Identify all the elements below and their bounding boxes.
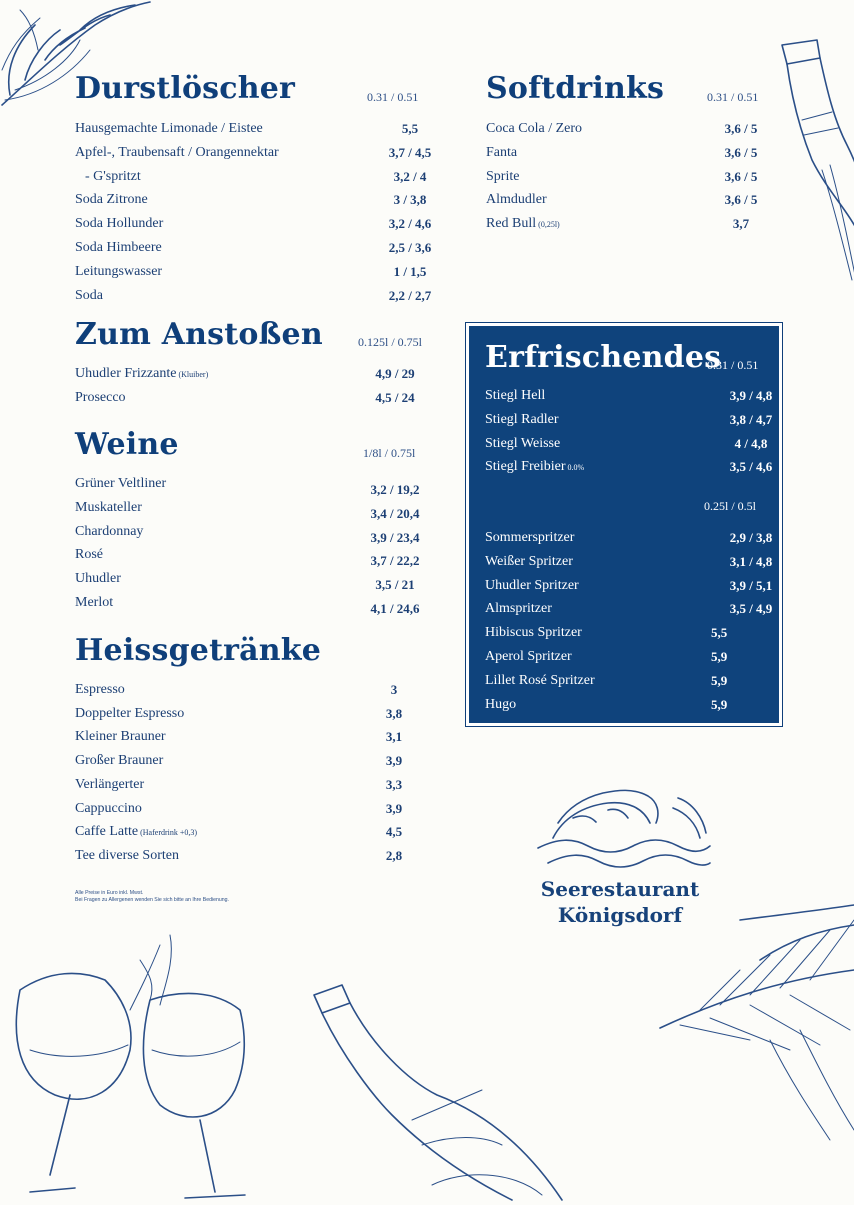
menu-item-row <box>485 578 791 596</box>
footer-line-allergens: Bei Fragen zu Allergenen wenden Sie sich bitte an Ihre Bedienung. <box>75 897 229 903</box>
menu-item-row <box>75 145 450 163</box>
menu-item-name: Prosecco <box>75 390 126 405</box>
size-header-erfrischendes: 0.31 / 0.51 <box>707 358 759 372</box>
menu-item-name: Chardonnay <box>75 523 144 539</box>
menu-item-row <box>75 288 450 306</box>
menu-item-row <box>75 801 424 819</box>
menu-item-name: Rosé <box>75 547 103 563</box>
menu-item-row <box>75 571 440 593</box>
menu-item-name: Cappuccino <box>75 800 142 816</box>
menu-item-row <box>75 264 450 282</box>
rosemary-illustration <box>660 900 854 1150</box>
menu-item-row <box>485 388 791 406</box>
menu-item-name: Merlot <box>75 595 114 610</box>
menu-item-price: 5,9 <box>711 649 728 664</box>
wine-glasses-illustration <box>0 930 260 1200</box>
menu-item-name: Soda Hollunder <box>75 216 164 232</box>
menu-item-row <box>75 595 440 616</box>
menu-item-row <box>485 412 791 430</box>
section-title-heissgetraenke: Heissgetränke <box>75 633 322 668</box>
menu-item-price: 3,7 / 4,5 <box>388 144 432 160</box>
menu-item-row <box>486 216 781 234</box>
menu-item-price: 2,2 / 2,7 <box>388 287 432 303</box>
menu-item-price: 3,2 / 4,6 <box>388 216 432 232</box>
menu-item-price: 3,9 / 23,4 <box>370 529 420 545</box>
menu-item-price: 3,1 <box>385 729 403 745</box>
menu-item-row <box>75 547 440 569</box>
menu-item-price: 3,6 / 5 <box>724 121 758 136</box>
menu-item-row <box>75 216 450 234</box>
menu-item-row <box>75 682 424 700</box>
menu-item-row <box>486 121 781 139</box>
menu-item-row <box>75 777 424 795</box>
menu-item-name: Uhudler Spritzer <box>485 577 579 593</box>
menu-item-row <box>75 753 424 771</box>
menu-item-price: 3,9 <box>385 753 403 769</box>
section-title-weine: Weine <box>75 427 179 462</box>
menu-item-price: 3,9 / 4,8 <box>729 388 773 403</box>
menu-item-price: 3,2 / 4 <box>393 168 427 184</box>
menu-item-name: Coca Cola / Zero <box>486 121 583 136</box>
menu-item-row <box>75 169 450 187</box>
bottle-illustration-top-right <box>772 40 854 320</box>
menu-item-name: Fanta <box>486 144 518 160</box>
menu-item-row <box>75 192 450 210</box>
menu-item-row <box>75 824 424 842</box>
menu-item-row <box>485 530 791 548</box>
menu-item-row <box>75 706 424 724</box>
menu-item-price: 3,7 / 22,2 <box>370 553 420 569</box>
menu-item-name: - G'spritzt <box>85 168 141 184</box>
menu-item-name: Grüner Veltliner <box>75 476 167 491</box>
menu-item-name: Verlängerter <box>75 776 145 792</box>
menu-item-price: 3,5 / 4,6 <box>729 459 773 475</box>
erfrischendes-panel <box>469 326 779 723</box>
section-title-durstloescher: Durstlöscher <box>75 71 296 106</box>
menu-item-row <box>75 499 440 521</box>
menu-item-name: Stiegl Radler <box>485 411 559 427</box>
menu-item-name: Stiegl Hell <box>485 388 546 403</box>
size-header-softdrinks: 0.31 / 0.51 <box>707 90 759 104</box>
menu-item-price: 3,5 / 21 <box>375 577 415 593</box>
size-header-durstloescher: 0.31 / 0.51 <box>367 90 419 104</box>
menu-item-name: Sommerspritzer <box>485 530 575 545</box>
menu-item-price: 5,9 <box>711 672 728 688</box>
brand-line-seerestaurant: Seerestaurant <box>540 877 700 901</box>
menu-item-row <box>75 240 450 258</box>
menu-item-name: Weißer Spritzer <box>485 553 573 569</box>
menu-item-note: (Haferdrink +0,3) <box>138 828 198 838</box>
menu-item-name: Leitungswasser <box>75 263 163 279</box>
menu-item-name: Lillet Rosé Spritzer <box>485 672 595 688</box>
menu-item-price: 3 / 3,8 <box>393 192 427 208</box>
menu-item-price: 3,7 <box>732 216 750 232</box>
menu-item-name: Almdudler <box>486 192 547 208</box>
size-header-spritzer: 0.25l / 0.5l <box>704 499 757 513</box>
menu-item-price: 5,5 <box>401 121 419 136</box>
menu-item-name: Stiegl Weisse <box>485 435 561 451</box>
menu-item-row <box>75 121 450 139</box>
menu-item-name: Stiegl Freibier 0.0% <box>485 459 585 475</box>
menu-item-row <box>75 848 424 866</box>
restaurant-brand-name <box>540 876 700 928</box>
menu-item-row <box>486 145 781 163</box>
menu-item-name: Großer Brauner <box>75 753 164 769</box>
menu-item-row <box>486 192 781 210</box>
section-title-erfrischendes: Erfrischendes <box>485 340 722 375</box>
menu-item-price: 4,1 / 24,6 <box>370 601 420 616</box>
section-title-softdrinks: Softdrinks <box>486 71 665 106</box>
menu-item-price: 2,5 / 3,6 <box>388 240 432 255</box>
menu-item-note: (Kluiber) <box>176 370 209 379</box>
menu-item-price: 3,4 / 20,4 <box>370 505 420 521</box>
menu-item-price: 5,5 <box>711 625 728 641</box>
menu-item-name: Uhudler Frizzante (Kluiber) <box>75 366 209 381</box>
footer-note <box>75 890 229 904</box>
menu-item-name: Apfel-, Traubensaft / Orangennektar <box>75 144 279 160</box>
menu-item-price: 3,5 / 4,9 <box>729 601 773 617</box>
menu-item-row <box>485 436 791 454</box>
menu-item-name: Hugo <box>485 696 517 712</box>
menu-item-note: (0,25l) <box>536 220 560 230</box>
footer-line-prices: Alle Preise in Euro inkl. Mwst. <box>75 890 144 896</box>
menu-item-name: Doppelter Espresso <box>75 705 185 721</box>
menu-item-row <box>75 390 435 408</box>
menu-item-row <box>485 649 791 667</box>
menu-item-name: Soda Himbeere <box>75 240 162 255</box>
menu-item-row <box>75 366 435 384</box>
menu-item-price: 4,5 / 24 <box>375 390 415 405</box>
brand-line-koenigsdorf: Königsdorf <box>557 903 683 927</box>
menu-item-name: Hausgemachte Limonade / Eistee <box>75 121 263 136</box>
menu-item-price: 3,8 <box>385 705 403 721</box>
menu-item-price: 2,8 <box>385 847 403 863</box>
menu-item-name: Muskateller <box>75 499 142 515</box>
menu-item-row <box>75 476 440 497</box>
menu-item-name: Tee diverse Sorten <box>75 847 179 863</box>
wine-bottle-illustration <box>312 985 572 1205</box>
menu-item-name: Soda Zitrone <box>75 192 148 208</box>
menu-item-row <box>486 169 781 187</box>
section-title-anstossen: Zum Anstoßen <box>75 317 323 352</box>
menu-item-price: 4,5 <box>385 824 403 840</box>
menu-item-price: 3,2 / 19,2 <box>370 482 420 497</box>
size-header-anstossen: 0.125l / 0.75l <box>358 335 423 349</box>
menu-item-row <box>75 729 424 747</box>
menu-item-name: Uhudler <box>75 571 121 587</box>
menu-item-note: 0.0% <box>565 463 585 473</box>
erfrischendes-box <box>465 322 783 727</box>
restaurant-logo-icon <box>538 778 708 873</box>
menu-item-name: Aperol Spritzer <box>485 649 572 664</box>
menu-item-row <box>485 697 791 715</box>
menu-item-price: 3,9 / 5,1 <box>729 577 773 593</box>
menu-item-price: 3 <box>390 682 398 697</box>
menu-item-name: Espresso <box>75 682 125 697</box>
menu-item-name: Almspritzer <box>485 601 552 617</box>
menu-item-price: 5,9 <box>711 696 728 712</box>
menu-item-price: 3,9 <box>385 800 403 816</box>
menu-item-price: 2,9 / 3,8 <box>729 530 773 545</box>
menu-item-price: 3,3 <box>385 776 403 792</box>
size-header-weine: 1/8l / 0.75l <box>363 446 416 460</box>
menu-item-price: 3,6 / 5 <box>724 168 758 184</box>
menu-item-price: 4 / 4,8 <box>734 435 768 451</box>
menu-item-name: Kleiner Brauner <box>75 729 166 745</box>
menu-item-row <box>485 673 791 691</box>
menu-item-row <box>485 459 791 477</box>
menu-item-row <box>485 554 791 572</box>
menu-item-price: 1 / 1,5 <box>393 263 427 279</box>
menu-item-name: Hibiscus Spritzer <box>485 625 582 641</box>
menu-item-row <box>485 601 791 619</box>
menu-item-price: 3,6 / 5 <box>724 192 758 208</box>
menu-item-name: Caffe Latte (Haferdrink +0,3) <box>75 824 198 840</box>
menu-item-price: 4,9 / 29 <box>375 366 415 381</box>
menu-item-price: 3,8 / 4,7 <box>729 411 773 427</box>
menu-item-price: 3,1 / 4,8 <box>729 553 773 569</box>
menu-item-row <box>485 625 791 643</box>
menu-item-row <box>75 523 440 545</box>
menu-item-name: Soda <box>75 287 103 303</box>
menu-item-price: 3,6 / 5 <box>724 144 758 160</box>
menu-item-name: Sprite <box>486 168 520 184</box>
menu-item-name: Red Bull (0,25l) <box>486 216 560 232</box>
